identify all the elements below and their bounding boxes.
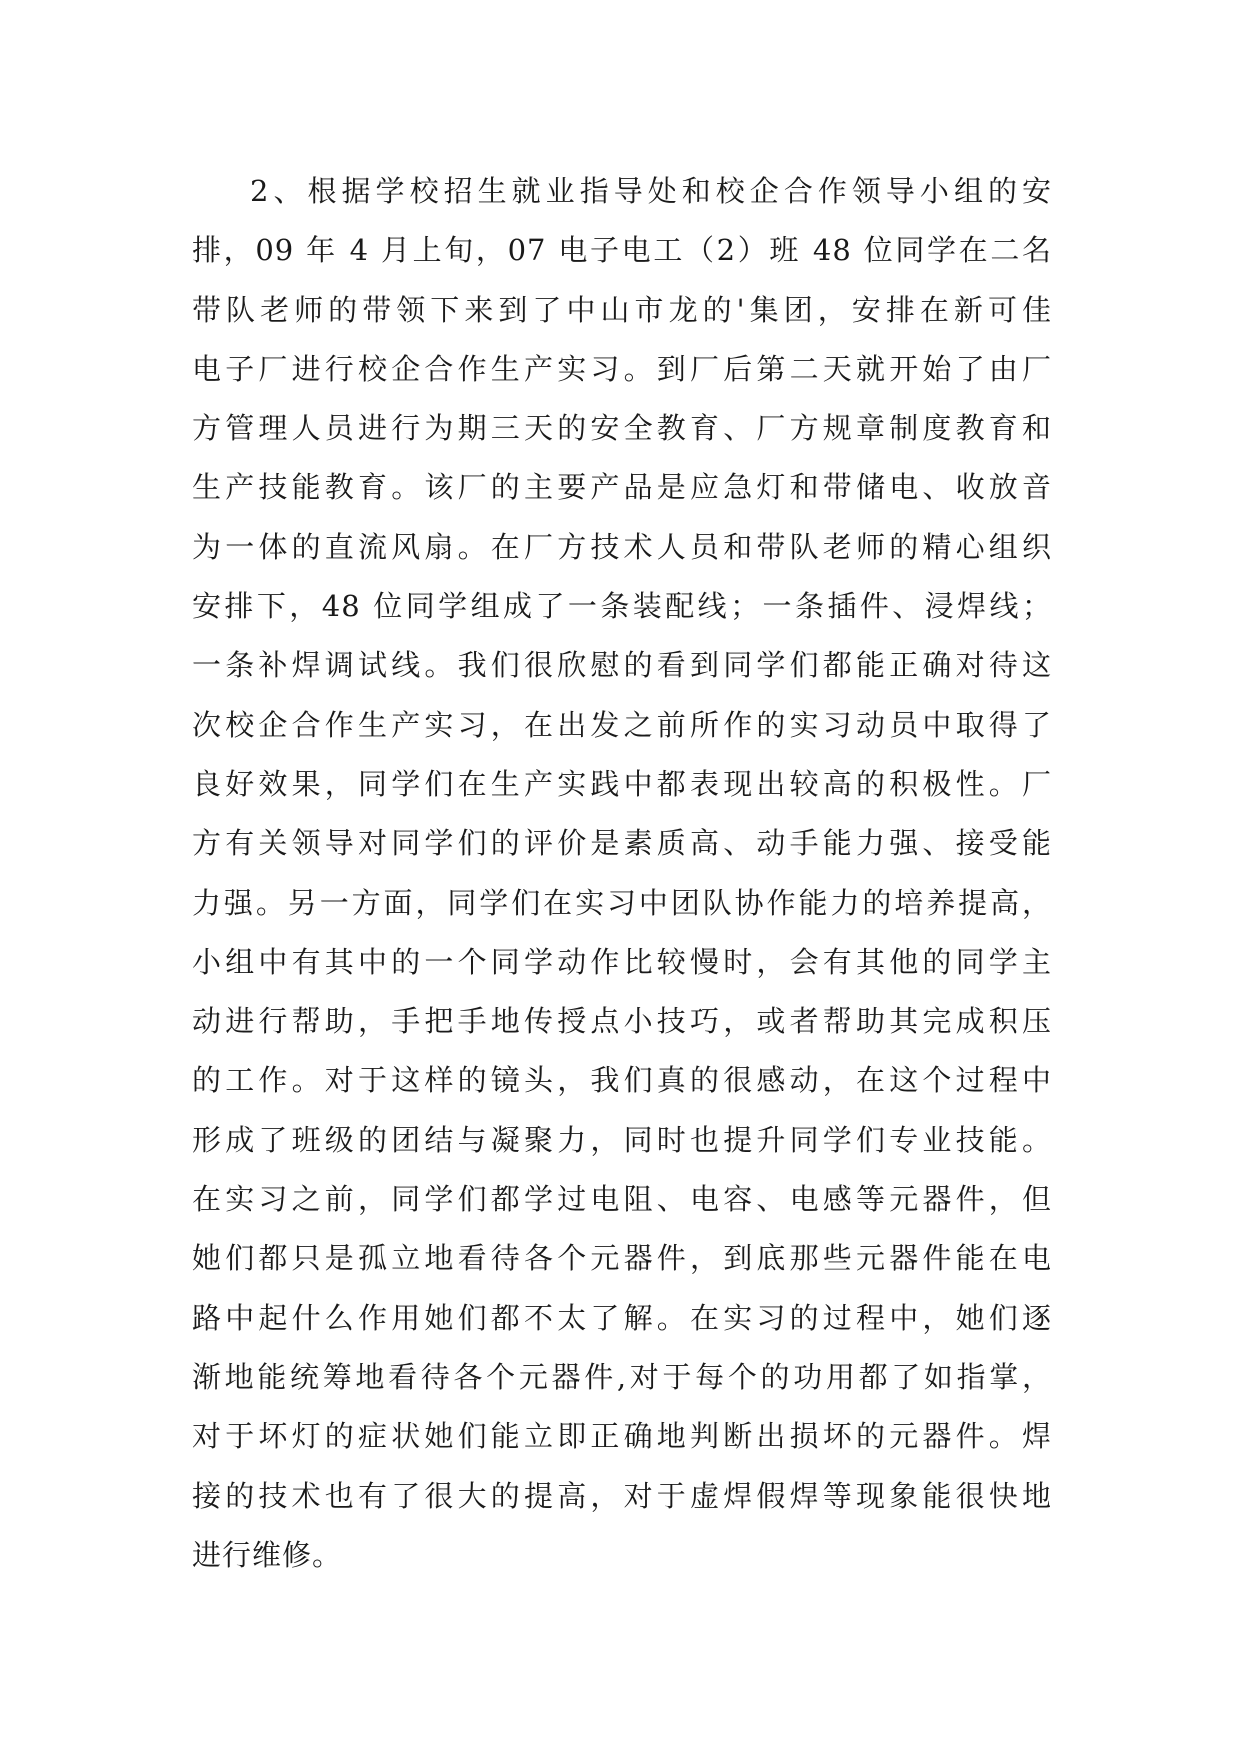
paragraph-line: 2、根据学校招生就业指导处和校企合作领导小组的安 xyxy=(250,174,1052,208)
body-paragraph xyxy=(192,162,1052,1585)
paragraph-line: 路中起什么作用她们都不太了解。在实习的过程中，她们逐 xyxy=(192,1300,1052,1335)
paragraph-line: 她们都只是孤立地看待各个元器件，到底那些元器件能在电 xyxy=(192,1241,1052,1276)
paragraph-line: 为一体的直流风扇。在厂方技术人员和带队老师的精心组织 xyxy=(192,529,1052,564)
paragraph-line: 方管理人员进行为期三天的安全教育、厂方规章制度教育和 xyxy=(192,411,1052,446)
paragraph-line: 带队老师的带领下来到了中山市龙的'集团，安排在新可佳 xyxy=(192,292,1052,327)
paragraph-line: 的工作。对于这样的镜头，我们真的很感动，在这个过程中 xyxy=(192,1063,1052,1098)
paragraph-line: 动进行帮助，手把手地传授点小技巧，或者帮助其完成积压 xyxy=(192,1004,1052,1039)
paragraph-line: 生产技能教育。该厂的主要产品是应急灯和带储电、收放音 xyxy=(192,470,1052,505)
paragraph-line: 次校企合作生产实习，在出发之前所作的实习动员中取得了 xyxy=(192,707,1052,742)
paragraph-line: 对于坏灯的症状她们能立即正确地判断出损坏的元器件。焊 xyxy=(192,1419,1052,1454)
paragraph-line: 排，09 年 4 月上旬，07 电子电工（2）班 48 位同学在二名 xyxy=(192,233,1052,268)
paragraph-line: 在实习之前，同学们都学过电阻、电容、电感等元器件，但 xyxy=(192,1182,1052,1217)
paragraph-line: 形成了班级的团结与凝聚力，同时也提升同学们专业技能。 xyxy=(192,1122,1052,1157)
paragraph-line: 方有关领导对同学们的评价是素质高、动手能力强、接受能 xyxy=(192,826,1052,861)
paragraph-line: 接的技术也有了很大的提高，对于虚焊假焊等现象能很快地 xyxy=(192,1478,1052,1513)
paragraph-line: 电子厂进行校企合作生产实习。到厂后第二天就开始了由厂 xyxy=(192,351,1052,386)
paragraph-line: 小组中有其中的一个同学动作比较慢时，会有其他的同学主 xyxy=(192,944,1052,979)
paragraph-line: 安排下，48 位同学组成了一条装配线；一条插件、浸焊线； xyxy=(192,589,1052,624)
paragraph-line: 良好效果，同学们在生产实践中都表现出较高的积极性。厂 xyxy=(192,766,1052,801)
paragraph-line: 进行维修。 xyxy=(192,1537,343,1572)
paragraph-line: 力强。另一方面，同学们在实习中团队协作能力的培养提高， xyxy=(192,885,1052,920)
paragraph-line: 一条补焊调试线。我们很欣慰的看到同学们都能正确对待这 xyxy=(192,648,1052,683)
paragraph-line: 渐地能统筹地看待各个元器件,对于每个的功用都了如指掌， xyxy=(192,1359,1052,1394)
